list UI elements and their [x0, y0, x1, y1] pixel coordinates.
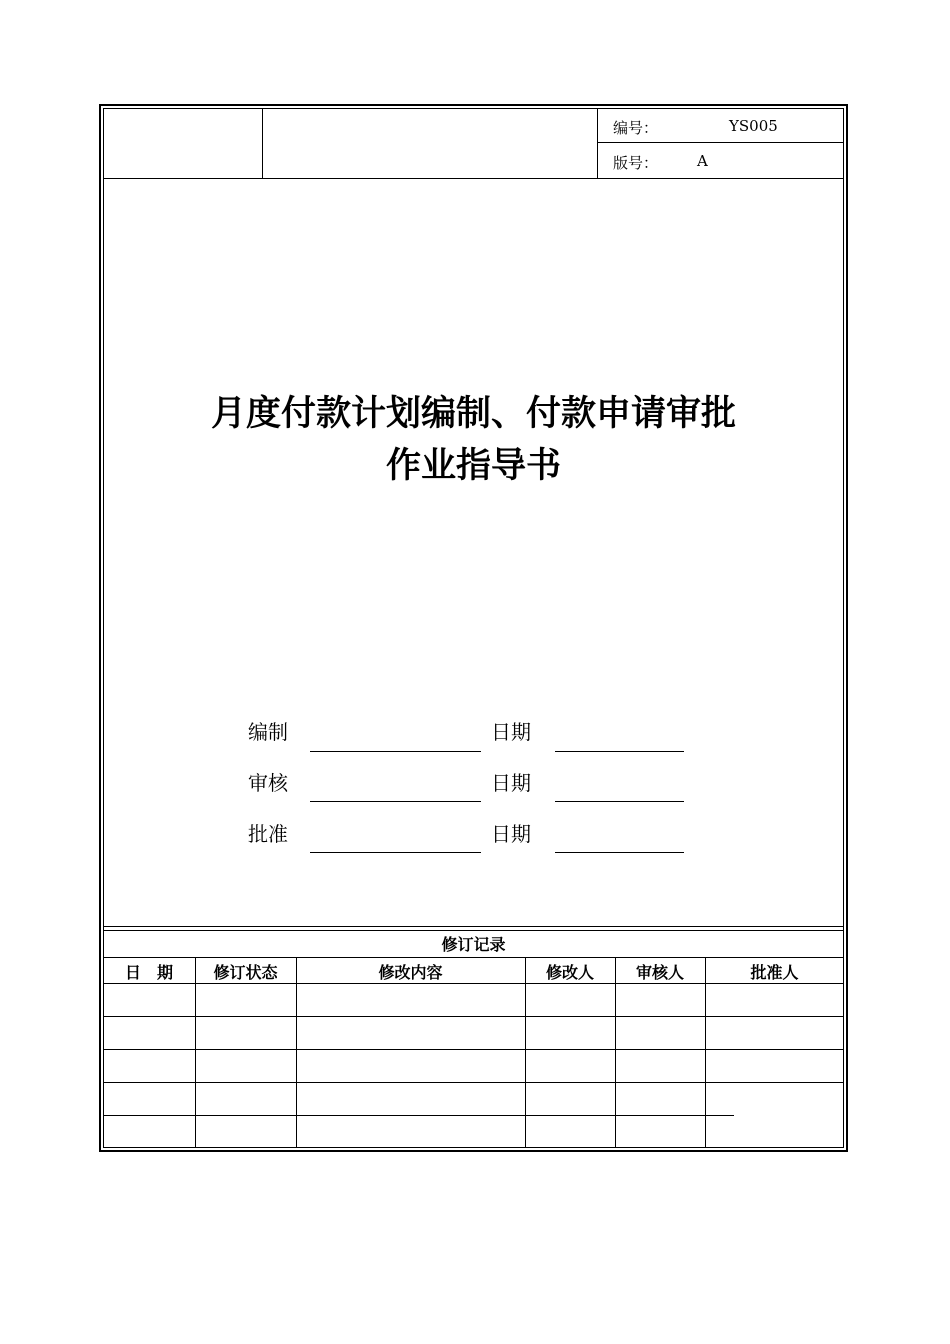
sign-line-prepared[interactable] [310, 751, 481, 752]
version-value: A [697, 152, 708, 170]
table-row[interactable] [103, 1050, 844, 1082]
sign-date-line-reviewed[interactable] [555, 801, 684, 802]
table-row[interactable] [103, 984, 844, 1016]
table-row[interactable] [103, 1017, 844, 1049]
sign-date-label-approved: 日期 [491, 822, 531, 846]
document-title-line1: 月度付款计划编制、付款申请审批 [210, 394, 736, 434]
sign-date-label-prepared: 日期 [491, 720, 531, 744]
table-row[interactable] [103, 1083, 844, 1115]
sign-date-label-reviewed: 日期 [491, 771, 531, 795]
code-value: YS005 [729, 117, 778, 135]
header-divider-1 [262, 108, 263, 179]
header-bottom-line [103, 178, 844, 179]
col-head-status: 修订状态 [213, 963, 278, 982]
revision-top-line-2 [103, 930, 844, 931]
sign-date-line-prepared[interactable] [555, 751, 684, 752]
sign-role-prepared: 编制 [248, 720, 288, 744]
col-head-reviewer: 审核人 [635, 963, 684, 982]
sign-date-line-approved[interactable] [555, 852, 684, 853]
col-head-content: 修改内容 [378, 963, 443, 982]
header-divider-2 [597, 108, 598, 179]
version-label: 版号： [613, 154, 659, 172]
col-head-date: 日 期 [124, 963, 173, 982]
col-head-approver: 批准人 [750, 963, 799, 982]
revision-title-bottom-line [103, 957, 844, 958]
sign-line-approved[interactable] [310, 852, 481, 853]
sign-role-reviewed: 审核 [248, 771, 288, 795]
col-head-modifier: 修改人 [545, 963, 594, 982]
document-title-line2: 作业指导书 [385, 446, 561, 486]
code-label: 编号： [613, 119, 659, 137]
revision-title: 修订记录 [441, 935, 506, 954]
sign-role-approved: 批准 [248, 822, 288, 846]
table-row[interactable] [103, 1116, 844, 1148]
revision-top-line-1 [103, 926, 844, 927]
header-middle-line [597, 142, 844, 143]
sign-line-reviewed[interactable] [310, 801, 481, 802]
